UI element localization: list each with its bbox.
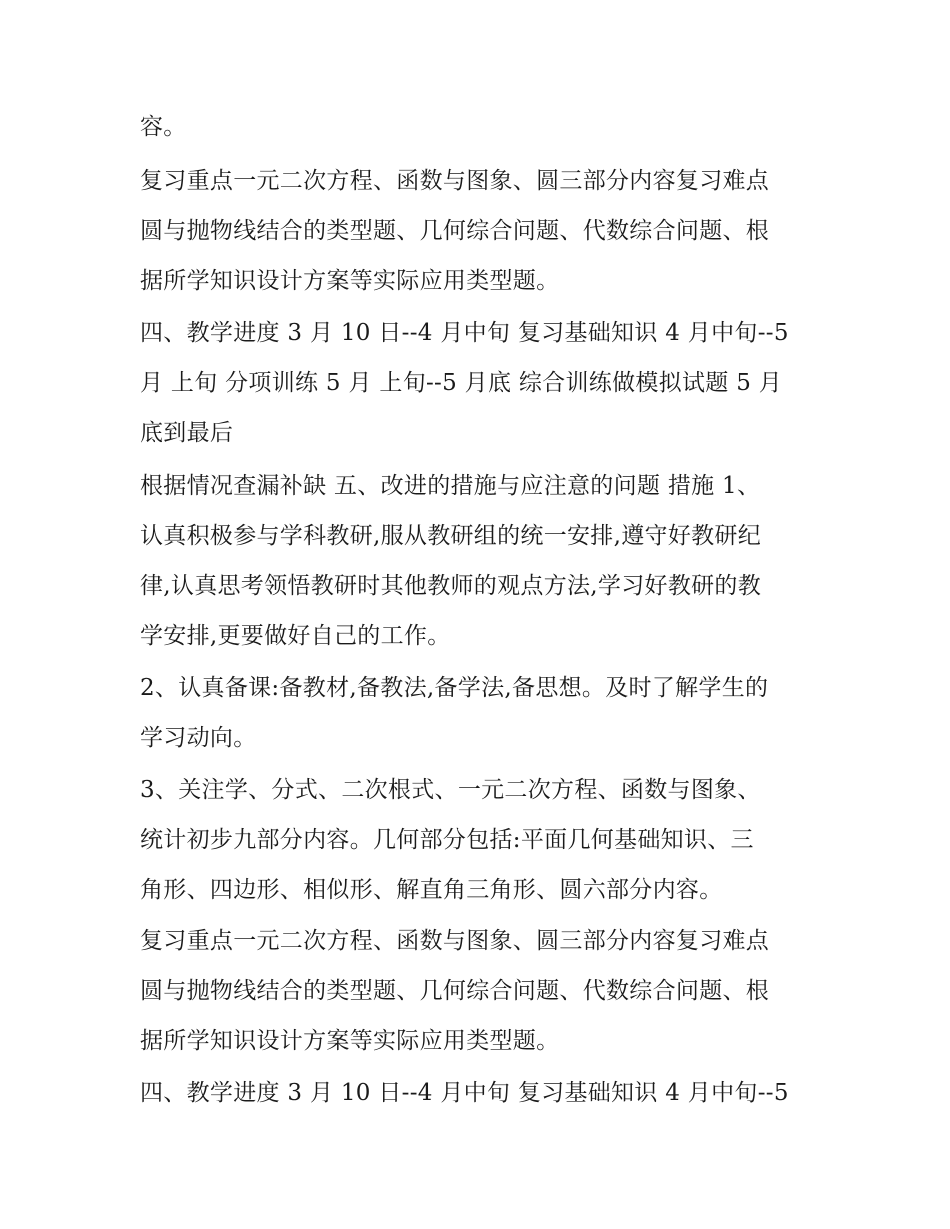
text-line: 复习重点一元二次方程、函数与图象、圆三部分内容复习难点 xyxy=(140,928,770,954)
text-line: 律,认真思考领悟教研时其他教师的观点方法,学习好教研的教 xyxy=(140,573,762,599)
text-line: 3、关注学、分式、二次根式、一元二次方程、函数与图象、 xyxy=(140,777,761,803)
text-line: 据所学知识设计方案等实际应用类型题。 xyxy=(140,1028,560,1054)
text-line: 学习动向。 xyxy=(140,725,257,751)
text-line: 复习重点一元二次方程、函数与图象、圆三部分内容复习难点 xyxy=(140,168,770,194)
text-line: 底到最后 xyxy=(140,420,234,446)
text-line: 学安排,更要做好自己的工作。 xyxy=(140,623,451,649)
text-line: 圆与抛物线结合的类型题、几何综合问题、代数综合问题、根 xyxy=(140,218,770,244)
text-line: 据所学知识设计方案等实际应用类型题。 xyxy=(140,268,560,294)
text-line: 四、教学进度 3 月 10 日--4 月中旬 复习基础知识 4 月中旬--5 xyxy=(140,320,789,346)
text-line: 2、认真备课:备教材,备教法,备学法,备思想。及时了解学生的 xyxy=(140,675,769,701)
text-line: 根据情况查漏补缺 五、改进的措施与应注意的问题 措施 1、 xyxy=(140,473,761,499)
text-line: 圆与抛物线结合的类型题、几何综合问题、代数综合问题、根 xyxy=(140,978,770,1004)
text-line: 统计初步九部分内容。几何部分包括:平面几何基础知识、三 xyxy=(140,827,754,853)
text-line: 容。 xyxy=(140,114,187,140)
text-line: 四、教学进度 3 月 10 日--4 月中旬 复习基础知识 4 月中旬--5 xyxy=(140,1080,789,1106)
text-line: 角形、四边形、相似形、解直角三角形、圆六部分内容。 xyxy=(140,877,723,903)
text-line: 月 上旬 分项训练 5 月 上旬--5 月底 综合训练做模拟试题 5 月 xyxy=(140,370,783,396)
text-line: 认真积极参与学科教研,服从教研组的统一安排,遵守好教研纪 xyxy=(140,523,762,549)
